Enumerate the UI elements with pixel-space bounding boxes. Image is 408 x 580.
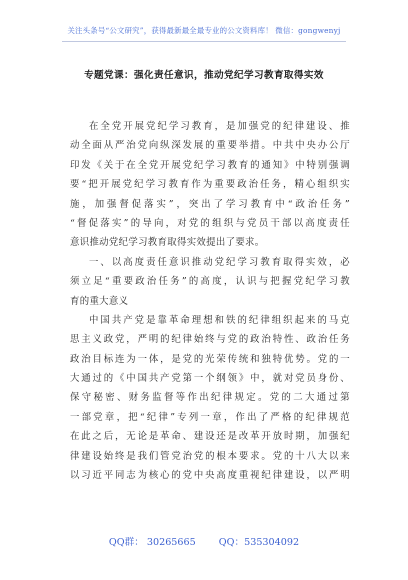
body-line: 动全面从严治党向纵深发展的重要举措。中共中央办公厅 [70,140,350,152]
body-line: 思主义政党，严明的纪律始终与党的政治特性、政治任务 [70,334,350,346]
body-line: 在此之后，无论是革命、建设还是改革开放时期，加强纪 [70,431,350,443]
header-banner[interactable]: 关注头条号“公文研究”，获得最新最全最专业的公文资料库！ 微信：gongwenyj [67,26,341,35]
footer-qq[interactable]: QQ：535304092 [218,537,300,548]
document-title: 专题党课：强化责任意识，推动党纪学习教育取得实效 [84,70,324,81]
body-line: 印发《关于在全党开展党纪学习教育的通知》中特别强调 [70,159,350,171]
body-line: 中国共产党是靠革命理想和铁的纪律组织起来的马克 [89,314,350,326]
body-line: 政治目标连为一体，是党的光荣传统和独特优势。党的一 [70,353,350,365]
body-line: 要“把开展党纪学习教育作为重要政治任务，精心组织实 [70,179,350,191]
footer-contact [0,534,408,548]
body-line: 意识推动党纪学习教育取得实效提出了要求。 [70,237,265,249]
body-line: 一部党章，把“纪律”专列一章，作出了严格的纪律规范 [70,411,350,423]
body-line: “督促落实”的导向，对党的组织与党员干部以高度责任 [70,217,350,229]
footer-qq-group[interactable]: QQ群： 30265665 [108,537,196,548]
body-line: 大通过的《中国共产党第一个纲领》中，就对党员身份、 [70,373,350,385]
section-heading-line: 一、以高度责任意识推动党纪学习教育取得实效，必 [89,256,350,268]
header-divider [62,41,346,42]
document-body [70,117,350,485]
body-line: 保守秘密、财务监督等作出纪律规定。党的二大通过第 [70,392,350,404]
body-line: 施，加强督促落实”，突出了学习教育中“政治任务” [70,198,350,210]
section-heading-line: 育的重大意义 [70,295,129,307]
body-line: 律建设始终是我们管党治党的根本要求。党的十八大以来 [70,450,350,462]
section-heading-line: 须立足“重要政治任务”的高度，认识与把握党纪学习教 [70,276,350,288]
body-line: 以习近平同志为核心的党中央高度重视纪律建设，以严明 [70,470,350,482]
body-line: 在全党开展党纪学习教育，是加强党的纪律建设、推 [89,121,350,132]
